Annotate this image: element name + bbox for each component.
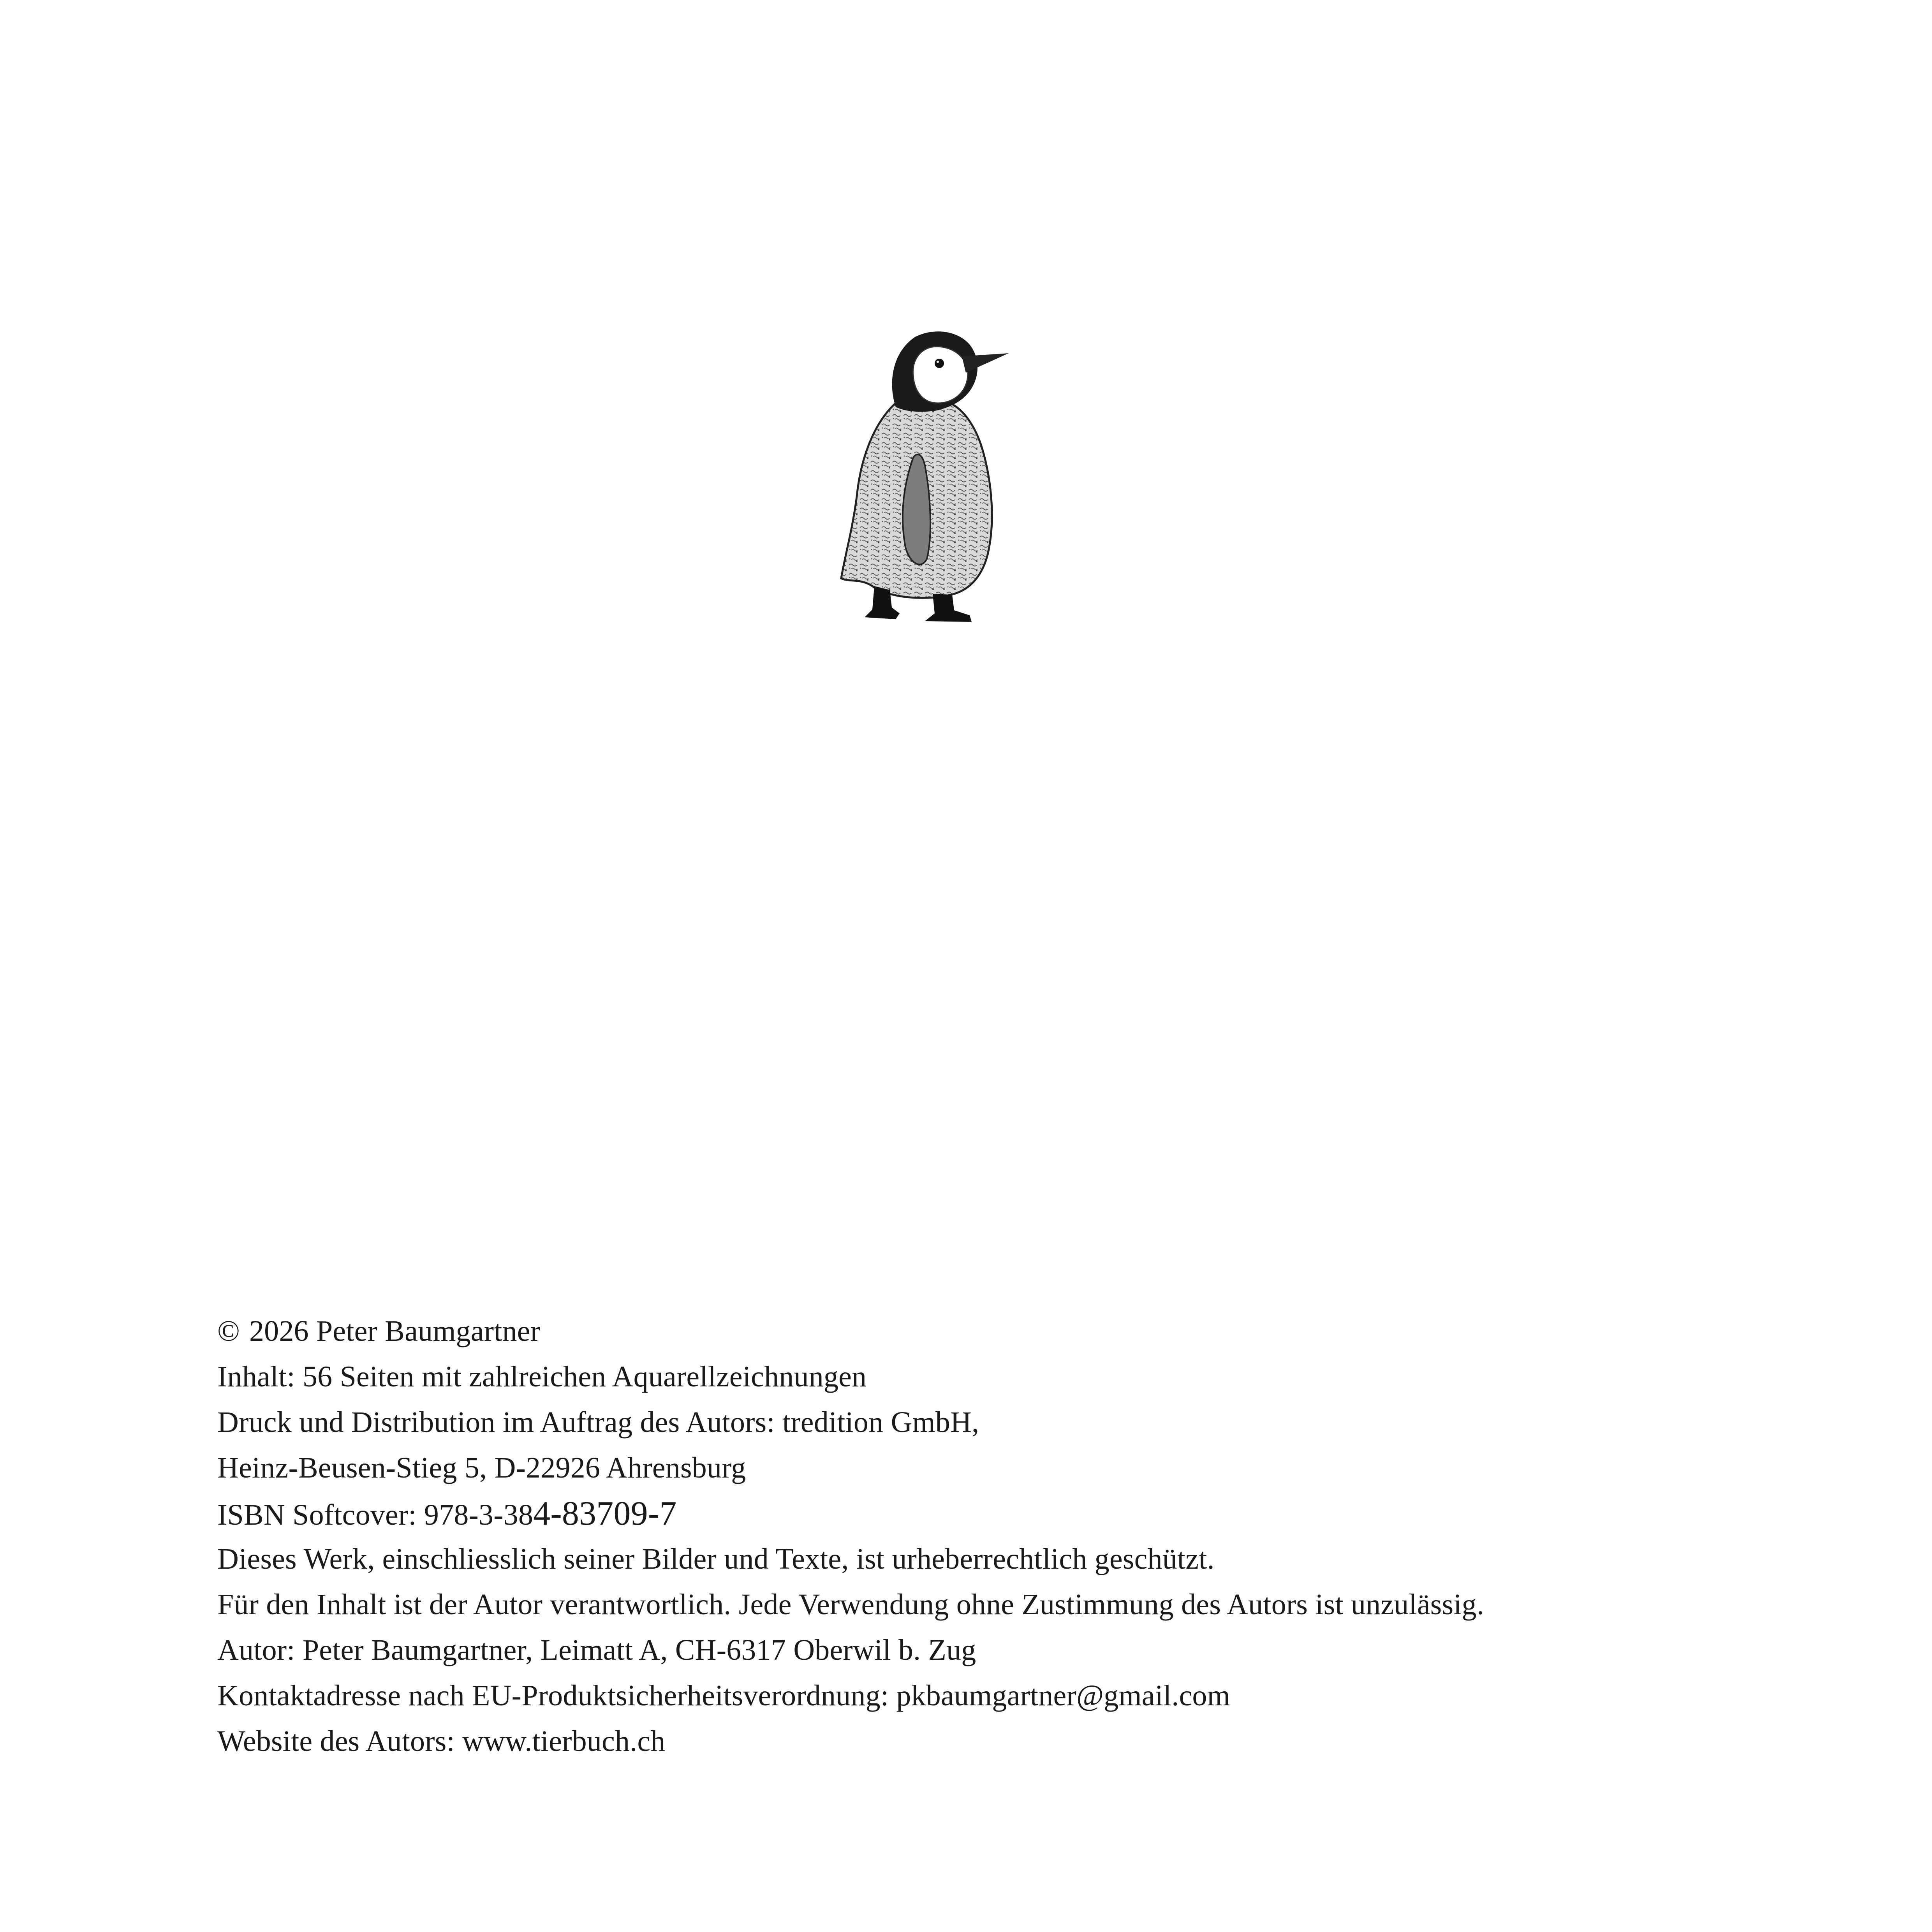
- isbn-label: ISBN Softcover: 978-3-38: [217, 1499, 534, 1531]
- penguin-chick-icon: [837, 329, 1013, 633]
- isbn-line: [217, 1491, 1853, 1536]
- penguin-chick-illustration: [837, 329, 1013, 633]
- isbn-number-tail: 4-83709-7: [533, 1495, 677, 1532]
- copyright-symbol: ©: [217, 1315, 240, 1347]
- copyright-text: 2026 Peter Baumgartner: [249, 1315, 541, 1347]
- imprint-block: [217, 1309, 1853, 1764]
- content-line: Inhalt: 56 Seiten mit zahlreichen Aquarellzeichnungen: [217, 1360, 867, 1393]
- contact-line: Kontaktadresse nach EU-Produktsicherheitsverordnung: pkbaumgartner@gmail.com: [217, 1679, 1230, 1712]
- copyright-line: [217, 1309, 1853, 1354]
- author-address-line: Autor: Peter Baumgartner, Leimatt A, CH-6317 Oberwil b. Zug: [217, 1634, 976, 1666]
- printer-line-1: Druck und Distribution im Auftrag des Autors: tredition GmbH,: [217, 1406, 979, 1439]
- responsibility-line: Für den Inhalt ist der Autor verantwortlich. Jede Verwendung ohne Zustimmung des Autors ist unzulässig.: [217, 1588, 1484, 1621]
- website-line: Website des Autors: www.tierbuch.ch: [217, 1725, 666, 1758]
- printer-line-2: Heinz-Beusen-Stieg 5, D-22926 Ahrensburg: [217, 1451, 746, 1484]
- rights-line: Dieses Werk, einschliesslich seiner Bilder und Texte, ist urheberrechtlich geschützt.: [217, 1543, 1215, 1575]
